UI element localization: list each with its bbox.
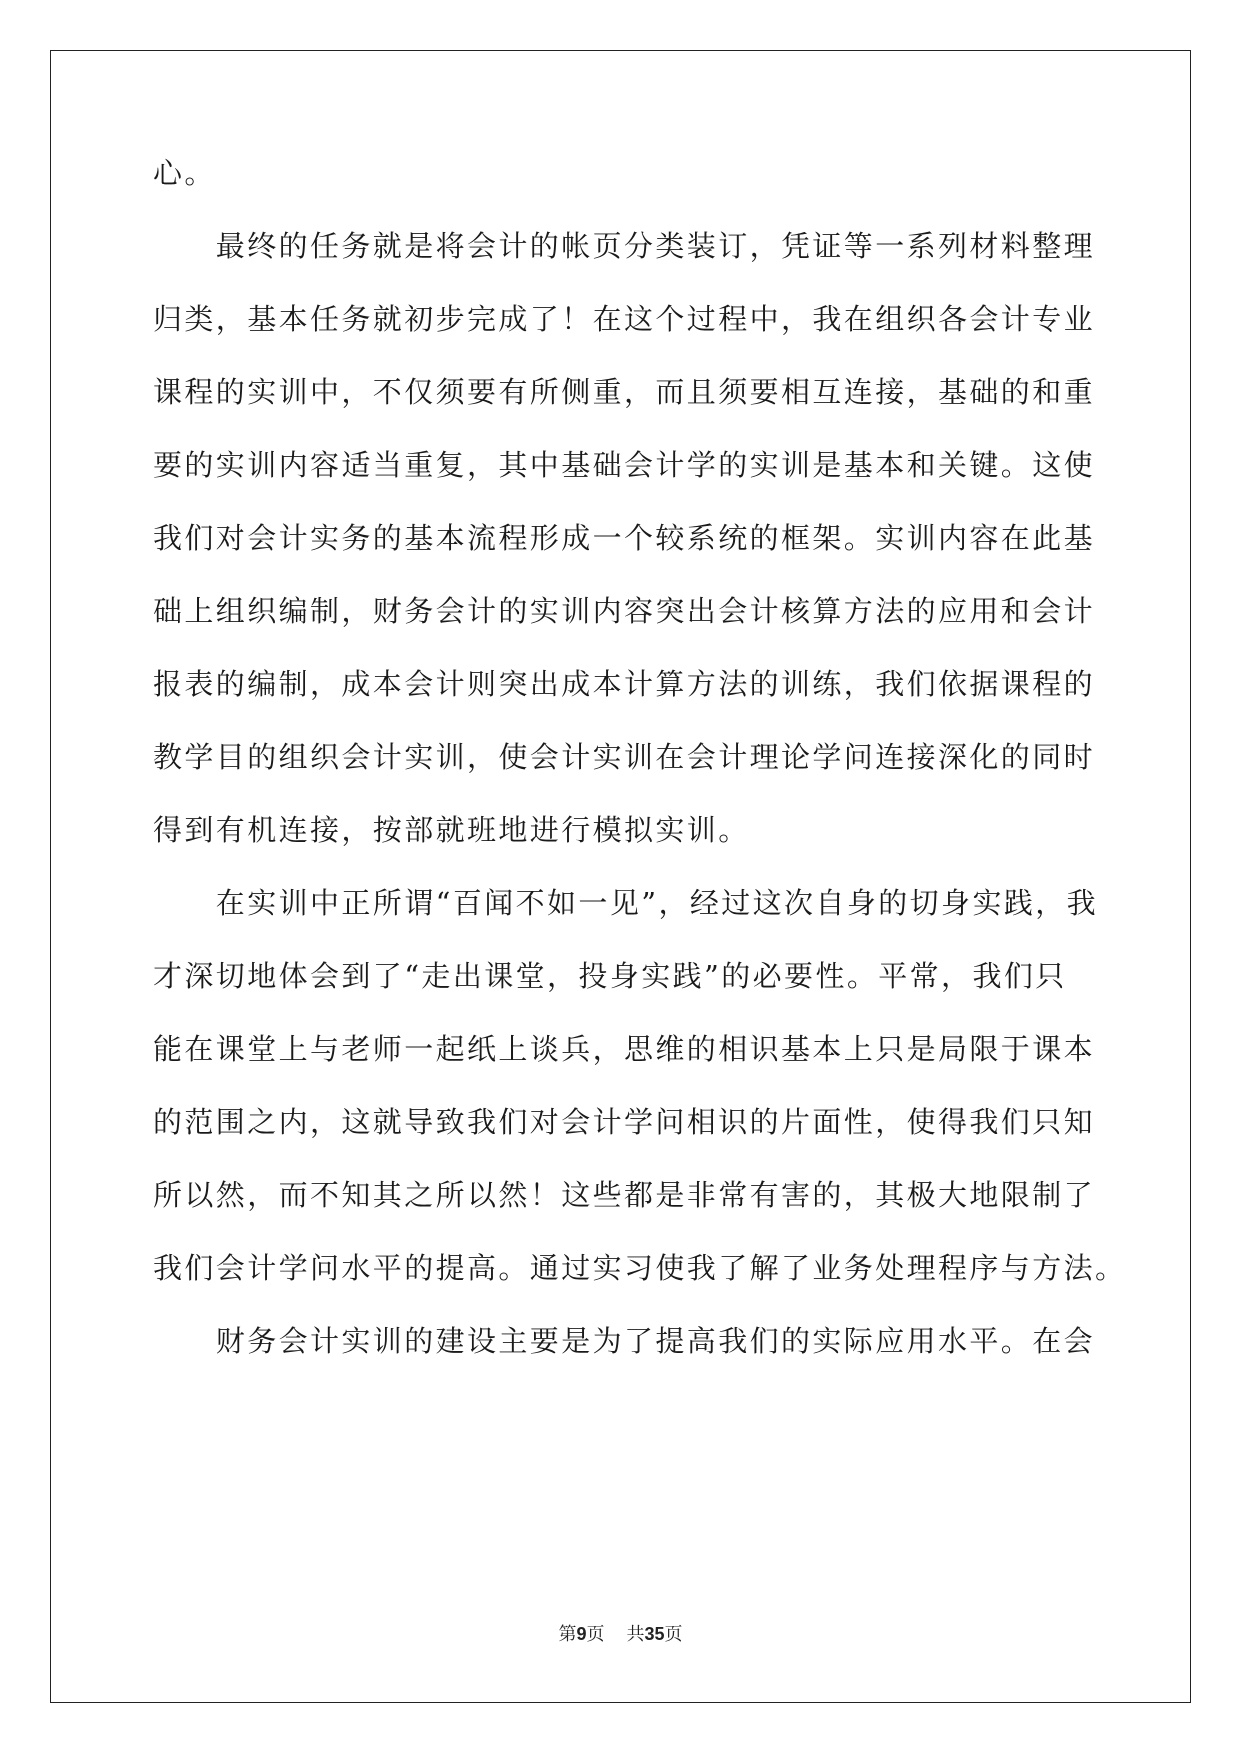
text-line: 才深切地体会到了“走出课堂，投身实践”的必要性。平常，我们只 [153,959,1067,993]
text-line: 所以然，而不知其之所以然！这些都是非常有害的，其极大地限制了 [153,1178,1096,1212]
page-suffix: 页 [586,1624,605,1645]
text-line: 归类，基本任务就初步完成了！在这个过程中，我在组织各会计专业 [153,302,1096,336]
text-line: 础上组织编制，财务会计的实训内容突出会计核算方法的应用和会计 [153,594,1096,628]
text-line: 的范围之内，这就导致我们对会计学问相识的片面性，使得我们只知 [153,1105,1096,1139]
page-number: 9 [576,1624,587,1644]
text-line: 在实训中正所谓“百闻不如一见”，经过这次自身的切身实践，我 [153,886,1099,920]
page-border [50,50,1191,1703]
page-prefix: 第 [558,1624,577,1645]
text-line: 报表的编制，成本会计则突出成本计算方法的训练，我们依据课程的 [153,667,1096,701]
total-pages: 35 [644,1624,665,1644]
total-prefix: 共 [626,1624,645,1645]
text-line: 最终的任务就是将会计的帐页分类装订，凭证等一系列材料整理 [153,229,1096,263]
text-line: 要的实训内容适当重复，其中基础会计学的实训是基本和关键。这使 [153,448,1096,482]
text-line: 课程的实训中，不仅须要有所侧重，而且须要相互连接，基础的和重 [153,375,1096,409]
total-suffix: 页 [664,1624,683,1645]
page-footer [0,1622,1241,1647]
text-line: 我们会计学问水平的提高。通过实习使我了解了业务处理程序与方法。 [153,1251,1127,1285]
text-line: 心。 [153,156,216,190]
text-line: 财务会计实训的建设主要是为了提高我们的实际应用水平。在会 [153,1324,1096,1358]
text-line: 得到有机连接，按部就班地进行模拟实训。 [153,813,750,847]
text-line: 我们对会计实务的基本流程形成一个较系统的框架。实训内容在此基 [153,521,1096,555]
text-line: 教学目的组织会计实训，使会计实训在会计理论学问连接深化的同时 [153,740,1096,774]
text-line: 能在课堂上与老师一起纸上谈兵，思维的相识基本上只是局限于课本 [153,1032,1096,1066]
